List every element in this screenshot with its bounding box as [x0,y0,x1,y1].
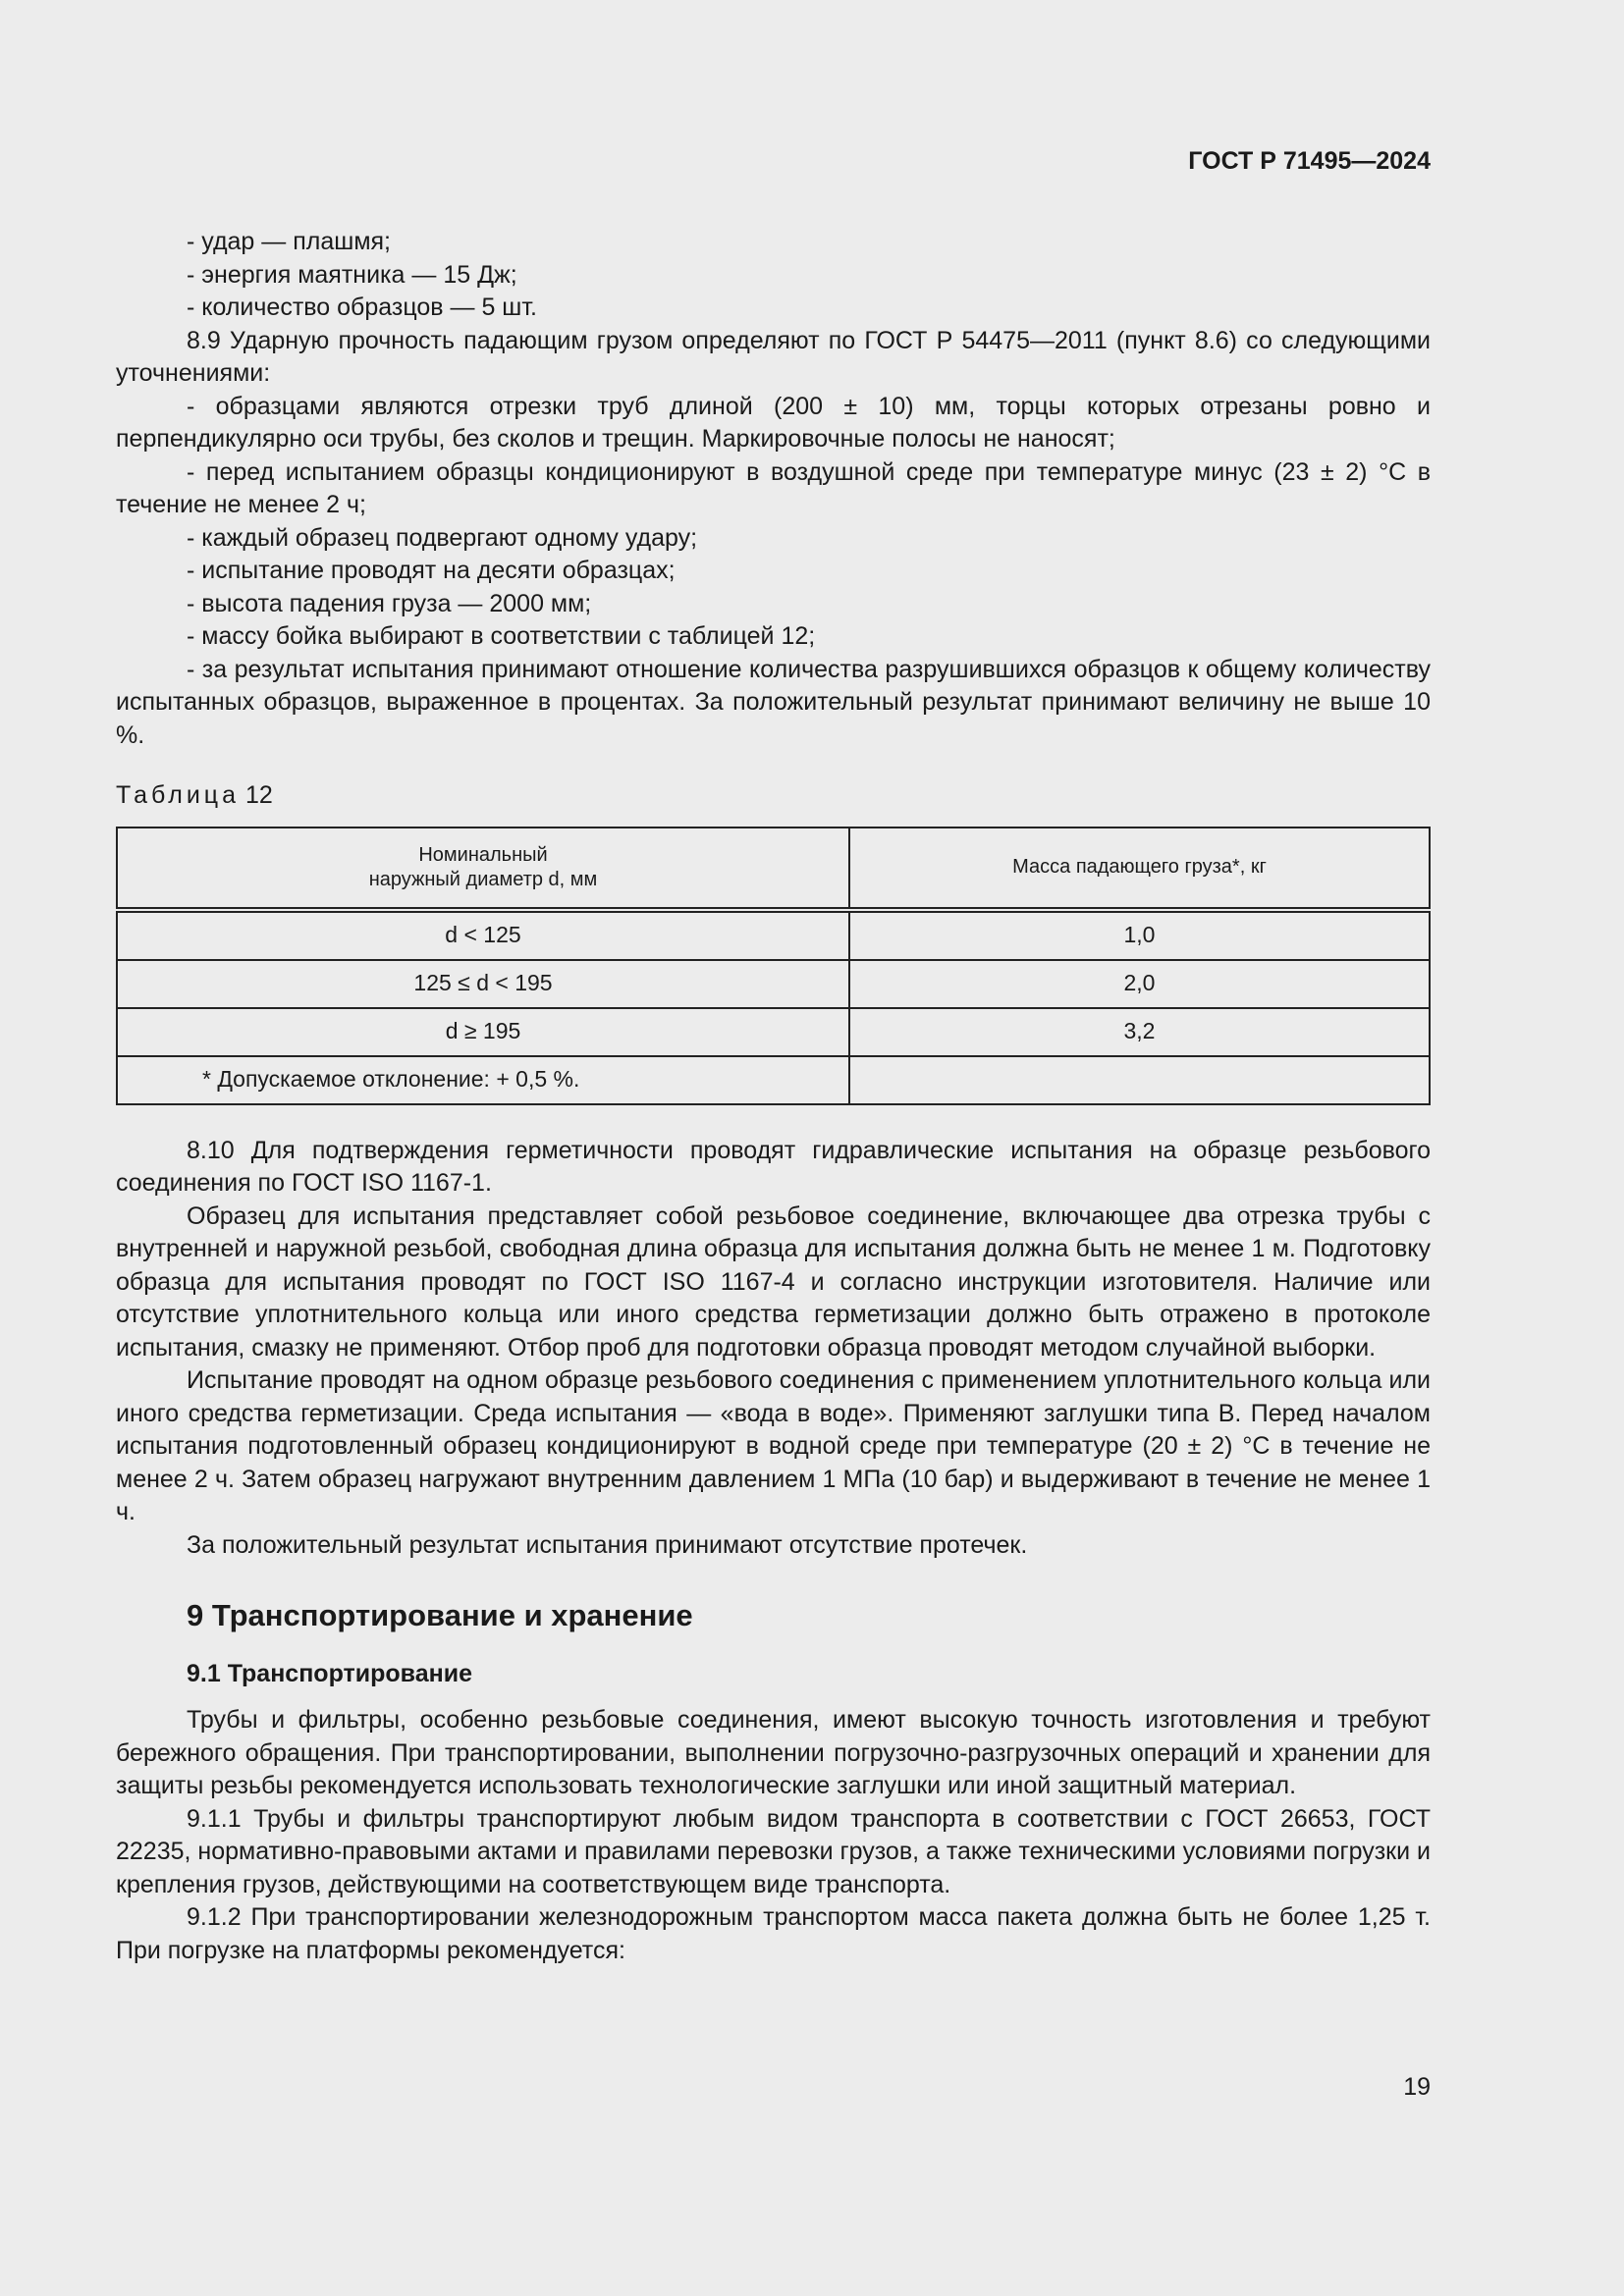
table-note: * Допускаемое отклонение: + 0,5 %. [117,1056,849,1104]
table-12 [116,827,1431,1105]
column-header-diameter [117,828,849,910]
section-heading: 9 Транспортирование и хранение [187,1598,693,1632]
paragraph: Трубы и фильтры, особенно резьбовые соединения, имеют высокую точность изготовления и требуют бережного обращения. При транспортировании, выполнении погрузочно-разгрузочных операций и хранении для защиты резьбы рекомендуется использовать технологические заглушки или иной защитный материал. [116,1706,1431,1799]
column-header-line: Номинальный [418,843,548,866]
column-header-line: наружный диаметр d, мм [368,868,598,890]
table-cell-empty [849,1056,1430,1104]
table-row [117,1008,1430,1056]
list-item: - энергия маятника — 15 Дж; [187,260,517,289]
table-caption [116,779,1431,813]
list-item: - высота падения груза — 2000 мм; [187,589,592,617]
list-item: - образцами являются отрезки труб длиной (200 ± 10) мм, торцы которых отрезаны ровно и перпендикулярно оси трубы, без сколов и трещин. Маркировочные полосы не наносят; [116,392,1431,453]
table-row [117,960,1430,1008]
list-item: - массу бойка выбирают в соответствии с таблицей 12; [187,622,816,650]
list-item: - за результат испытания принимают отношение количества разрушившихся образцов к общему количеству испытанных образцов, выраженное в процентах. За положительный результат принимают величину не выше 10 %. [116,655,1431,749]
list-item: - количество образцов — 5 шт. [187,294,537,321]
paragraph: За положительный результат испытания принимают отсутствие протечек. [187,1530,1028,1559]
list-item: - удар — плашмя; [187,228,391,255]
list-item: - испытание проводят на десяти образцах; [187,557,676,584]
clause-9-1-2: 9.1.2 При транспортировании железнодорожным транспортом масса пакета должна быть не более 1,25 т. При погрузке на платформы рекомендуется: [116,1903,1431,1964]
table-cell: d < 125 [117,910,849,960]
page-number: 19 [1403,2073,1431,2101]
list-item: - перед испытанием образцы кондиционируют в воздушной среде при температуре минус (23 ± 2) °С в течение не менее 2 ч; [116,457,1431,518]
table-cell: 3,2 [849,1008,1430,1056]
table-cell: 1,0 [849,910,1430,960]
document-body [116,226,1431,1967]
table-caption-number: 12 [245,781,273,809]
table-row [117,910,1430,960]
list-item: - каждый образец подвергают одному удару; [187,523,698,552]
paragraph: Испытание проводят на одном образце резьбового соединения с применением уплотнительного кольца или иного средства герметизации. Среда испытания — «вода в воде». Применяют заглушки типа В. Перед началом испытания подготовленный образец кондиционируют в водной среде при температуре (20 ± 2) °С в течение не менее 2 ч. Затем образец нагружают внутренним давлением 1 МПа (10 бар) и выдерживают в течение не менее 1 ч. [116,1366,1431,1525]
table-note-row [117,1056,1430,1104]
subsection-heading: 9.1 Транспортирование [187,1659,472,1687]
column-header-mass: Масса падающего груза*, кг [849,828,1430,910]
table-cell: d ≥ 195 [117,1008,849,1056]
table-caption-word: Таблица [116,781,241,809]
table-cell: 2,0 [849,960,1430,1008]
document-header: ГОСТ Р 71495—2024 [1188,147,1431,175]
paragraph: Образец для испытания представляет собой резьбовое соединение, включающее два отрезка трубы с внутренней и наружной резьбой, свободная длина образца для испытания должна быть не менее 1 м. Подготовку образца для испытания проводят по ГОСТ ISO 1167-4 и согласно инструкции изготовителя. Наличие или отсутствие уплотнительного кольца или иного средства герметизации должно быть отражено в протоколе испытания, смазку не применяют. Отбор проб для подготовки образца проводят методом случайной выборки. [116,1201,1431,1362]
table-header-row [117,828,1430,910]
clause-9-1-1: 9.1.1 Трубы и фильтры транспортируют любым видом транспорта в соответствии с ГОСТ 26653, ГОСТ 22235, нормативно-правовыми актами и правилами перевозки грузов, а также техническими условиями погрузки и крепления грузов, действующими на соответствующем виде транспорта. [116,1804,1431,1898]
clause-8-10: 8.10 Для подтверждения герметичности проводят гидравлические испытания на образце резьбового соединения по ГОСТ ISO 1167-1. [116,1136,1431,1197]
clause-8-9: 8.9 Ударную прочность падающим грузом определяют по ГОСТ Р 54475—2011 (пункт 8.6) со следующими уточнениями: [116,326,1431,387]
table-cell: 125 ≤ d < 195 [117,960,849,1008]
